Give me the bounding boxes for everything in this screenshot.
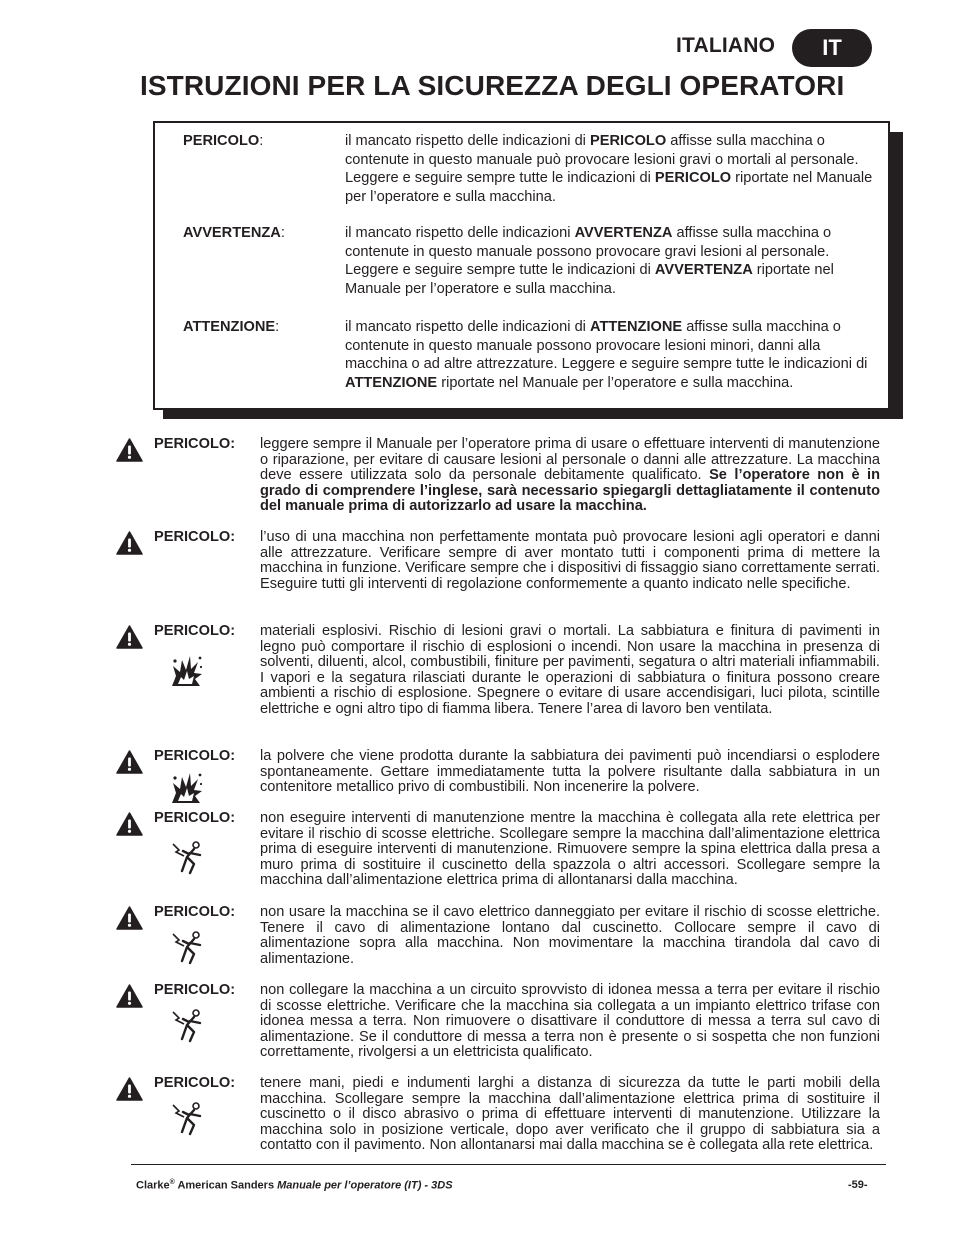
warning-text: la polvere che viene prodotta durante la sabbiatura dei pavimenti può incendiarsi o esplodere spontaneamente. Gettare immediatamente tutta la polvere risultante dalla sabbiatura in un contenitore metallico privo di combustibili. Non incenerire la polvere. [260, 748, 880, 796]
warning-triangle-icon [116, 812, 143, 836]
definition-text: il mancato rispetto delle indicazioni di PERICOLO affisse sulla macchina o contenute in questo manuale può provocare lesioni gravi o mortali al personale. Leggere e seguire sempre tutte le indicazioni di PERICOLO riportate nel Manuale per l’operatore e sulla macchina. [345, 133, 873, 205]
hazard-symbol [170, 654, 204, 688]
warning-text: materiali esplosivi. Rischio di lesioni gravi o mortali. La sabbiatura e finitura di pavimenti in legno può comportare il rischio di esplosioni o incendi. Non usare la macchina in presenza di solventi, diluenti, alcol, combustibili, finiture per pavimenti, segatura o altri materiali infiammabili. I vapori e la segatura rilasciati durante le operazioni di sabbiatura o finitura possono creare ambienti a rischio di esplosione. Spegnere o evitare di usare accendisigari, luci pilota, scintille elettriche e ogni altro tipo di fiamma libera. Tenere l’area di lavoro ben ventilata. [260, 623, 880, 717]
warning-label: PERICOLO: [154, 436, 236, 452]
definition-term: PERICOLO: [183, 133, 264, 149]
page-title: ISTRUZIONI PER LA SICUREZZA DEGLI OPERATORI [140, 70, 845, 101]
warning-text: tenere mani, piedi e indumenti larghi a distanza di sicurezza da tutte le parti mobili della macchina. Scollegare sempre la macchina dall’alimentazione elettrica prima di sostituire il cuscinetto o il disco abrasivo o prima di effettuare interventi di manutenzione. Utilizzare la macchina solo in posizione verticale, dopo aver verificato che il gruppo di sabbiatura sia a contatto con il pavimento. Non allontanarsi mai dalla macchina se è collegata alla rete elettrica. [260, 1075, 880, 1154]
warning-text: l’uso di una macchina non perfettamente montata può provocare lesioni agli operatori e danni alle attrezzature. Verificare sempre di aver montato tutti i componenti prima di mettere la macchina in funzione. Verificare sempre che i dispositivi di fissaggio siano correttamente serrati. Eseguire tutti gli interventi di regolazione conformemente a quanto indicato nelle specifiche. [260, 529, 880, 592]
warning-text: non collegare la macchina a un circuito sprovvisto di idonea messa a terra per evitare il rischio di scosse elettriche. Verificare che la macchina sia collegata a un impianto elettrico trifase con idonea messa a terra. Non rimuovere o disattivare il conduttore di messa a terra sul cavo di alimentazione. Se il conduttore di messa a terra non è presente o si sospetta che non funzioni correttamente, rivolgersi a un elettricista qualificato. [260, 982, 880, 1061]
warning-triangle-icon [116, 625, 143, 649]
definition-text: il mancato rispetto delle indicazioni AVVERTENZA affisse sulla macchina o contenute in questo manuale possono provocare gravi lesioni al personale. Leggere e seguire sempre tutte le indicazioni di AVVERTENZA riportate nel Manuale per l’operatore e sulla macchina. [345, 225, 834, 297]
electric-shock-icon [170, 841, 204, 875]
hazard-symbol [170, 1009, 204, 1043]
definitions-box [153, 121, 890, 410]
hazard-symbol [170, 931, 204, 965]
warning-label: PERICOLO: [154, 529, 236, 545]
language-badge: IT [792, 29, 872, 67]
warning-text: leggere sempre il Manuale per l’operatore prima di usare o effettuare interventi di manutenzione o riparazione, per evitare di causare lesioni al personale o danni alle attrezzature. La macchina deve essere utilizzata solo da personale debitamente qualificato. Se l’operatore non è in grado di comprendere l’inglese, sarà necessario spiegargli dettagliatamente il contenuto del manuale prima di autorizzarlo ad usare la macchina. [260, 436, 880, 515]
warning-label: PERICOLO: [154, 1075, 236, 1091]
warning-triangle-icon [116, 1077, 143, 1101]
page-number: -59- [848, 1179, 868, 1191]
warning-triangle-icon [116, 906, 143, 930]
warning-text: non eseguire interventi di manutenzione mentre la macchina è collegata alla rete elettrica per evitare il rischio di scosse elettriche. Scollegare sempre la macchina dall’alimentazione elettrica prima di eseguire interventi di manutenzione. Rimuovere sempre la spina elettrica dalla presa a muro prima di sostituire il cuscinetto della spazzola o altri accessori. Scollegare sempre la macchina dall’alimentazione elettrica prima di allontanarsi dalla macchina. [260, 810, 880, 889]
definition-term: AVVERTENZA: [183, 225, 285, 241]
warning-label: PERICOLO: [154, 748, 236, 764]
warning-text: non usare la macchina se il cavo elettrico danneggiato per evitare il rischio di scosse elettriche. Tenere il cavo di alimentazione lontano dal cuscinetto. Collocare sempre il cavo di alimentazione sopra alla macchina. Non movimentare la macchina tirandola dal cavo di alimentazione. [260, 904, 880, 967]
warning-label: PERICOLO: [154, 810, 236, 826]
footer-divider [131, 1164, 886, 1165]
explosion-icon [170, 654, 204, 688]
warning-label: PERICOLO: [154, 982, 236, 998]
hazard-symbol [170, 1102, 204, 1136]
hazard-symbol [170, 841, 204, 875]
electric-shock-icon [170, 931, 204, 965]
warning-triangle-icon [116, 438, 143, 462]
definition-text: il mancato rispetto delle indicazioni di ATTENZIONE affisse sulla macchina o contenute in questo manuale possono provocare lesioni minori, danni alla macchina o ad altre attrezzature. Leggere e seguire sempre tutte le indicazioni di ATTENZIONE riportate nel Manuale per l’operatore e sulla macchina. [345, 319, 868, 391]
warning-triangle-icon [116, 984, 143, 1008]
warning-triangle-icon [116, 531, 143, 555]
warning-label: PERICOLO: [154, 904, 236, 920]
warning-triangle-icon [116, 750, 143, 774]
footer-text: Clarke® American Sanders Manuale per l’operatore (IT) - 3DS [136, 1179, 453, 1192]
hazard-symbol [170, 771, 204, 805]
electric-shock-icon [170, 1009, 204, 1043]
language-label: ITALIANO [676, 34, 776, 57]
warning-label: PERICOLO: [154, 623, 236, 639]
explosion-icon [170, 771, 204, 805]
definition-term: ATTENZIONE: [183, 319, 280, 335]
electric-shock-icon [170, 1102, 204, 1136]
